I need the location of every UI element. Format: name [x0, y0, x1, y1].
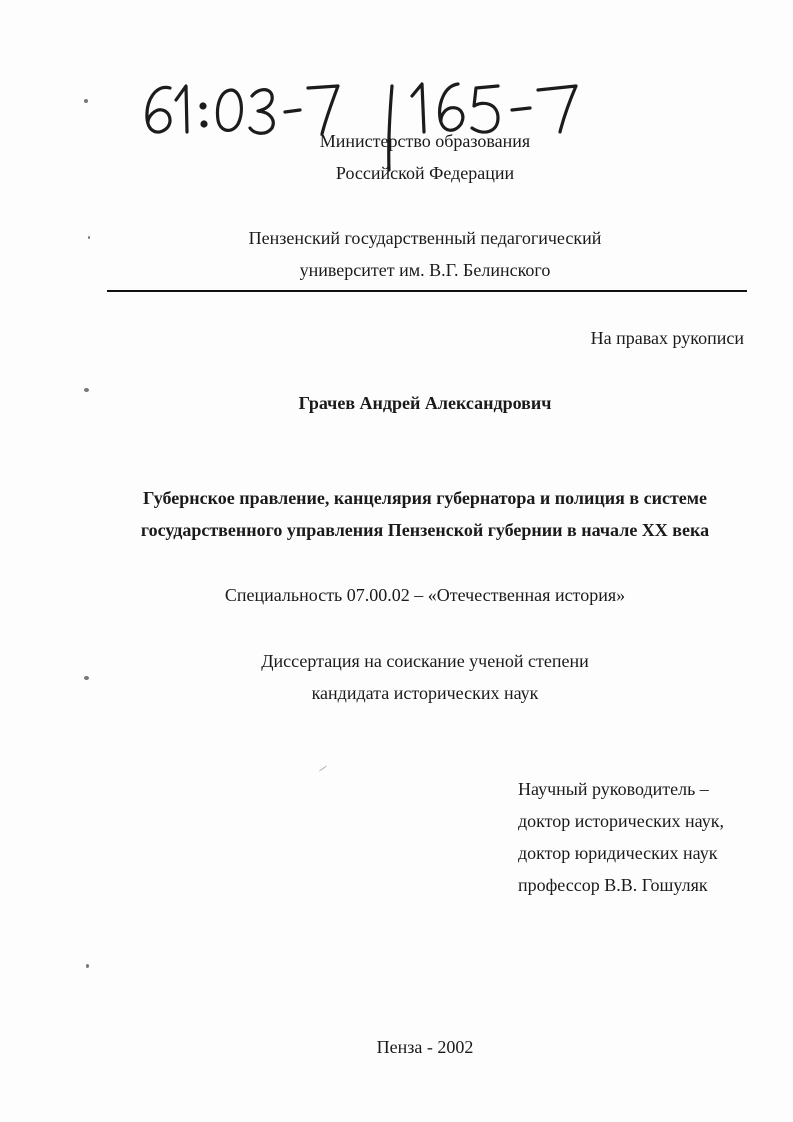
university-block: [190, 227, 660, 281]
scan-speck: [84, 99, 88, 103]
university-line-2: университет им. В.Г. Белинского: [299, 260, 551, 280]
dissertation-title: [95, 487, 755, 541]
supervisor-line-4: профессор В.В. Гошуляк: [518, 875, 708, 895]
author-name: Грачев Андрей Александрович: [298, 393, 552, 413]
ministry-line-2: Российской Федерации: [335, 163, 515, 183]
supervisor-line-1: Научный руководитель –: [518, 779, 709, 799]
manuscript-note: На правах рукописи: [590, 328, 744, 348]
scan-speck: [84, 676, 89, 680]
scan-speck: [88, 236, 90, 239]
degree-block: [190, 650, 660, 704]
degree-line-1: Диссертация на соискание ученой степени: [261, 651, 589, 671]
university-line-1: Пензенский государственный педагогический: [248, 228, 602, 248]
header-divider: [107, 290, 747, 292]
place-year: Пенза - 2002: [376, 1037, 474, 1057]
degree-line-2: кандидата исторических наук: [311, 683, 539, 703]
specialty: Специальность 07.00.02 – «Отечественная история»: [224, 585, 626, 605]
title-line-2: государственного управления Пензенской губернии в начале XX века: [140, 520, 710, 540]
scan-speck: [86, 964, 89, 968]
supervisor-line-2: доктор исторических наук,: [518, 811, 724, 831]
scan-mark: [319, 765, 328, 772]
supervisor-block: [518, 778, 778, 896]
ministry-block: [240, 130, 610, 184]
ministry-line-1: Министерство образования: [319, 131, 531, 151]
scan-speck: [84, 388, 89, 392]
supervisor-line-3: доктор юридических наук: [518, 843, 718, 863]
title-line-1: Губернское правление, канцелярия губернатора и полиция в системе: [142, 488, 708, 508]
